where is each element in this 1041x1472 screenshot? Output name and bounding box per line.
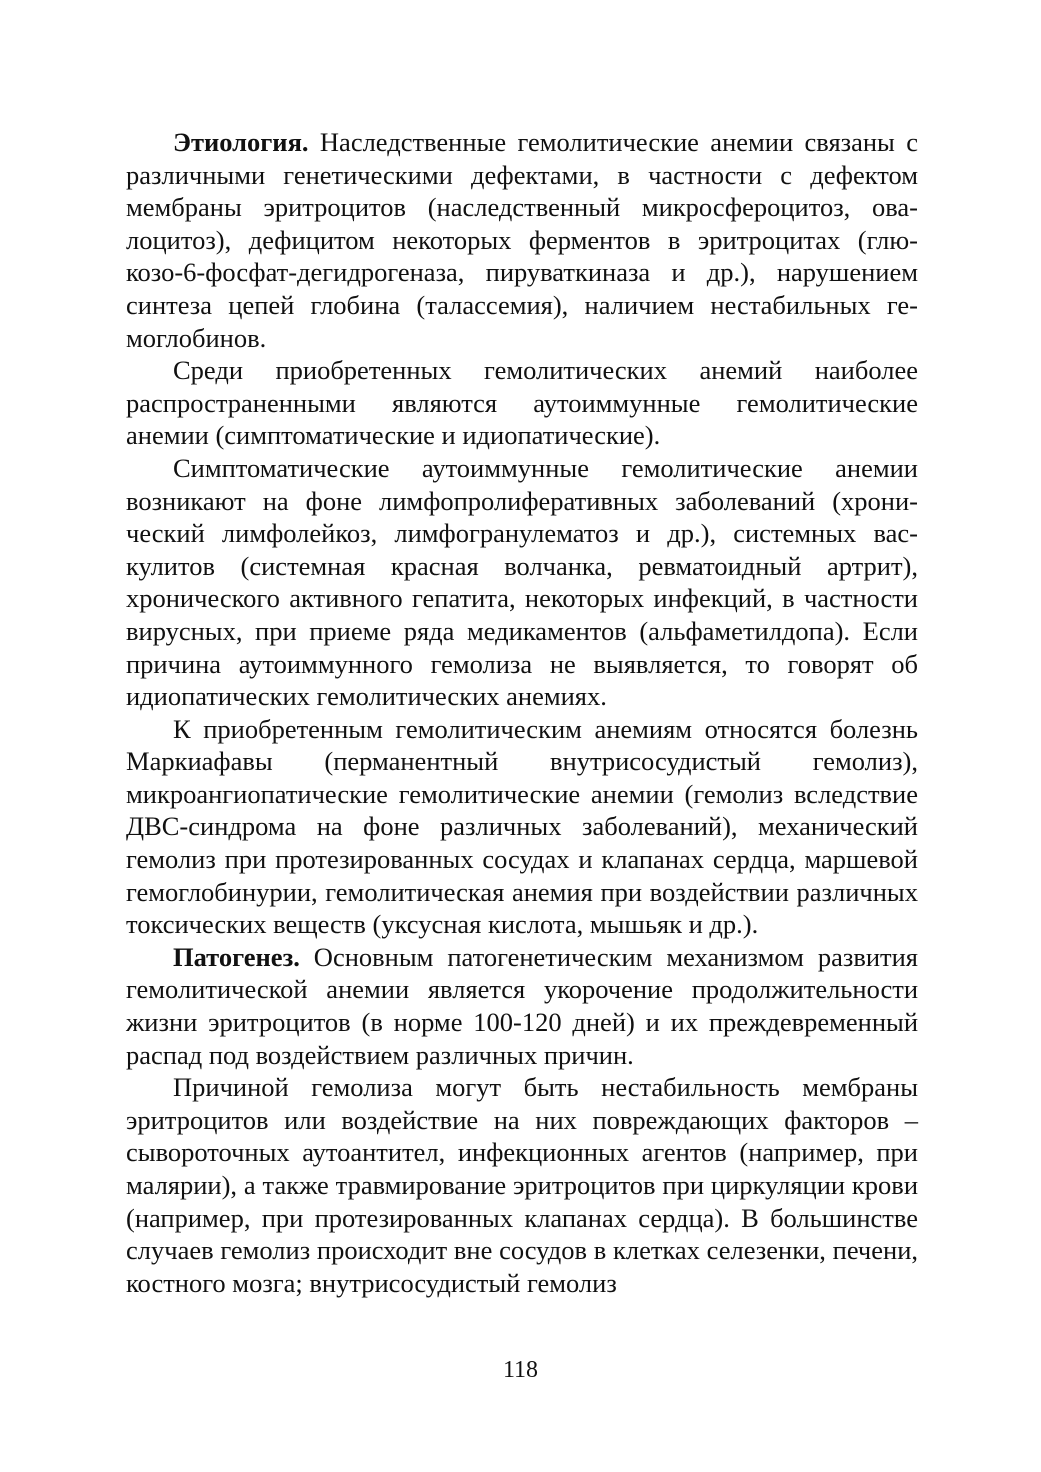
paragraph-symptomatic-anemias xyxy=(126,452,918,713)
heading-etiology: Этиология. xyxy=(173,127,309,157)
heading-pathogenesis: Патогенез. xyxy=(173,941,300,972)
paragraph-text: Основным патогенетическим механизмом развития гемолитической анемии является укорочение продолжительности жизни эритроцитов (в норме 100-120 дней) и их преждевременный распад под воздействием различных причин. xyxy=(126,941,918,1070)
paragraph-text: Наследственные гемолитические анемии связаны с различными генетическими дефектами, в частности с дефектом мембраны эритроцитов (наследственный микросфероцитоз, овалоцитоз), дефицитом некоторых ферментов в эритроцитах (глюкозо-6-фосфат-дегидрогеназа, пируваткиназа и др.), нарушением синтеза цепей глобина (талассемия), наличием нестабильных гемоглобинов. xyxy=(126,127,918,353)
paragraph-text: Симптоматические аутоиммунные гемолитические анемии возникают на фоне лимфопролиферативных заболеваний (хронический лимфолейкоз, лимфогранулематоз и др.), системных васкулитов (системная красная волчанка, ревматоидный артрит), хронического активного гепатита, некоторых инфекций, в частности вирусных, при приеме ряда медикаментов (альфаметилдопа). Если причина аутоиммунного гемолиза не выявляется, то говорят об идиопатических гемолитических анемиях. xyxy=(126,452,918,712)
paragraph-etiology xyxy=(126,126,918,354)
paragraph-text: Среди приобретенных гемолитических анемий наиболее распространенными являются аутоиммунные гемолитические анемии (симптоматические и идиопатические). xyxy=(126,355,918,451)
paragraph-text: К приобретенным гемолитическим анемиям относятся болезнь Маркиафавы (перманентный внутрисосудистый гемолиз), микроангиопатические гемолитические анемии (гемолиз вследствие ДВС-синдрома на фоне различных заболеваний), механический гемолиз при протезированных сосудах и клапанах сердца, маршевой гемоглобинурии, гемолитическая анемия при воздействии различных токсических веществ (уксусная кислота, мышьяк и др.). xyxy=(126,713,918,940)
page-number: 118 xyxy=(502,1357,539,1383)
paragraph-acquired-list xyxy=(126,713,918,941)
document-body xyxy=(126,126,918,1299)
paragraph-pathogenesis xyxy=(126,941,918,1071)
paragraph-hemolysis-causes xyxy=(126,1071,918,1299)
paragraph-text: Причиной гемолиза могут быть нестабильность мембраны эритроцитов или воздействие на них повреждающих факторов – сывороточных аутоантител, инфекционных агентов (например, при малярии), а также травмирование эритроцитов при циркуляции крови (например, при протезированных клапанах сердца). В большинстве случаев гемолиз происходит вне сосудов в клетках селезенки, печени, костного мозга; внутрисосудистый гемолиз xyxy=(126,1072,918,1298)
paragraph-acquired-anemias xyxy=(126,354,918,452)
